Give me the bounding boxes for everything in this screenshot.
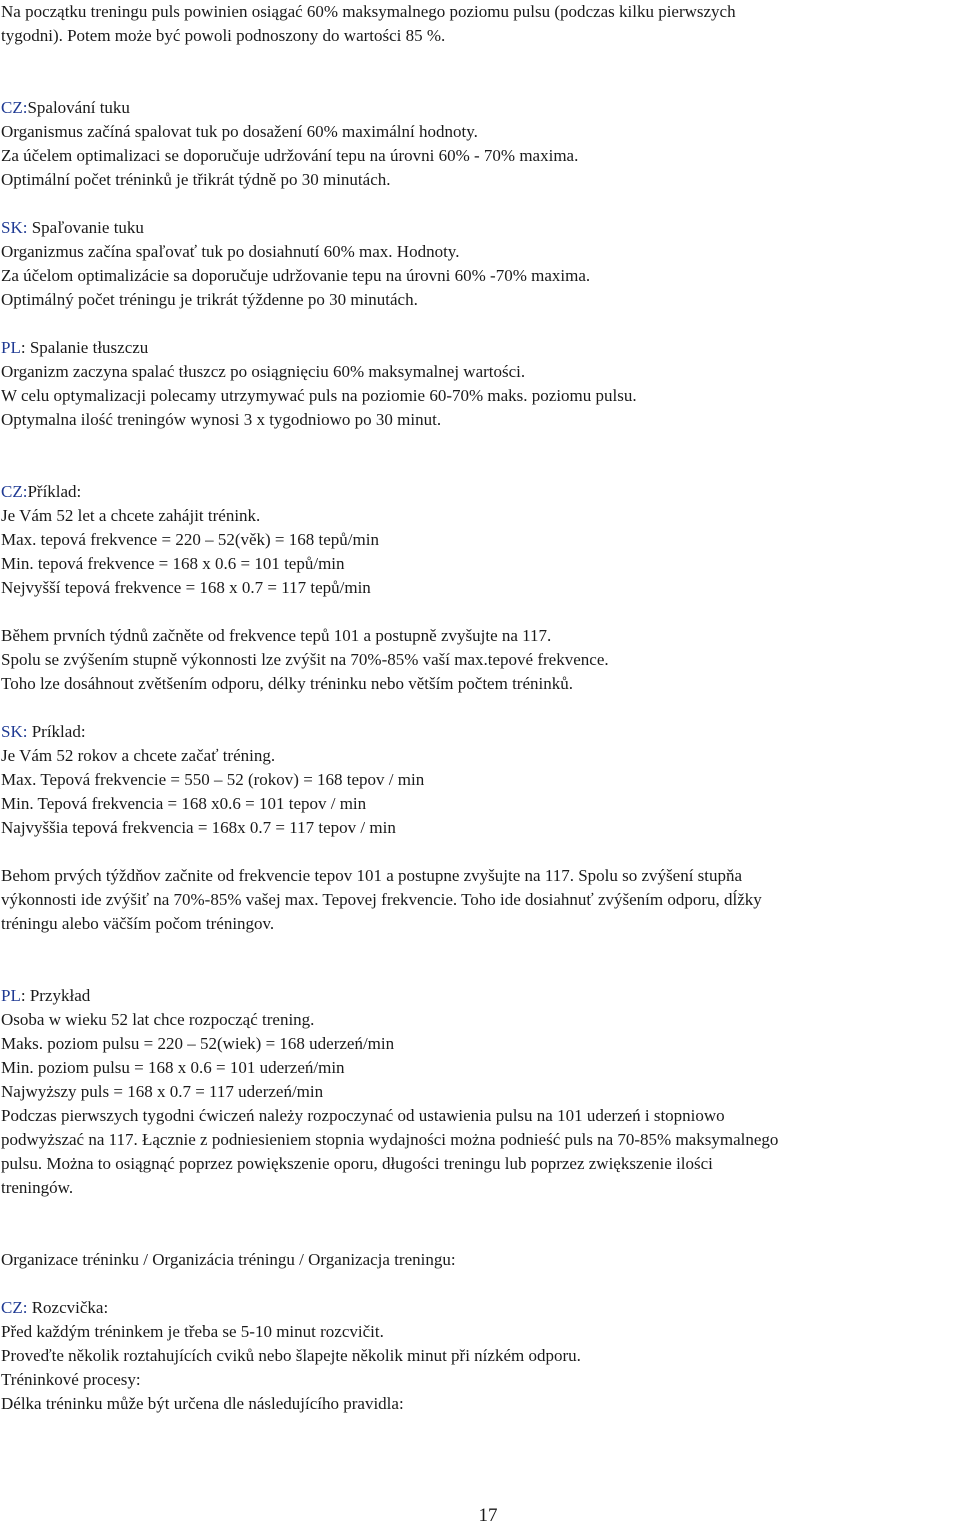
warmup-line-1: Před každým tréninkem je třeba se 5-10 minut rozcvičit.: [1, 1322, 384, 1341]
cz-fat-heading: [1, 96, 130, 120]
cz-example-lang-label: CZ:: [1, 482, 28, 501]
pl-example-line-2: Maks. poziom pulsu = 220 – 52(wiek) = 168 uderzeń/min: [1, 1034, 395, 1053]
pl-example-heading: [1, 984, 90, 1008]
sk-lang-label: SK:: [1, 218, 28, 237]
cz-example-para-1: Během prvních týdnů začněte od frekvence tepů 101 a postupně zvyšujte na 117.: [1, 626, 552, 645]
sk-example-para-3: tréningu alebo väčším počom tréningov.: [1, 914, 275, 933]
sk-fat-title: Spaľovanie tuku: [27, 218, 144, 237]
pl-example-line-8: treningów.: [1, 1178, 74, 1197]
intro-line-1: Na początku treningu puls powinien osiągać 60% maksymalnego poziomu pulsu (podczas kilku pierwszych: [1, 2, 736, 21]
cz-example-heading: [1, 480, 81, 504]
sk-fat-line-1: Organizmus začína spaľovať tuk po dosiahnutí 60% max. Hodnoty.: [1, 242, 460, 261]
cz-example-line-1: Je Vám 52 let a chcete zahájit trénink.: [1, 506, 261, 525]
sk-example-title: Príklad:: [27, 722, 86, 741]
cz-fat-line-2: Za účelem optimalizaci se doporučuje udržování tepu na úrovni 60% - 70% maxima.: [1, 146, 579, 165]
intro-line-2: tygodni). Potem może być powoli podnoszony do wartości 85 %.: [1, 26, 446, 45]
warmup-title: Rozcvička:: [27, 1298, 109, 1317]
pl-example-lang-label: PL: [1, 986, 21, 1005]
pl-fat-line-2: W celu optymalizacji polecamy utrzymywać puls na poziomie 60-70% maks. poziomu pulsu.: [1, 386, 637, 405]
sk-example-heading: [1, 720, 86, 744]
cz-fat-line-3: Optimální počet tréninků je třikrát týdně po 30 minutách.: [1, 170, 391, 189]
pl-example-line-6: podwyższać na 117. Łącznie z podniesieniem stopnia wydajności można podnieść puls na 70-85% maksymalnego: [1, 1130, 779, 1149]
pl-fat-title: : Spalanie tłuszczu: [20, 338, 149, 357]
pl-example-line-5: Podczas pierwszych tygodni ćwiczeń należy rozpoczynać od ustawienia pulsu na 101 uderzeń i stopniowo: [1, 1106, 725, 1125]
pl-fat-line-1: Organizm zaczyna spalać tłuszcz po osiągnięciu 60% maksymalnej wartości.: [1, 362, 526, 381]
sk-fat-line-2: Za účelom optimalizácie sa doporučuje udržovanie tepu na úrovni 60% -70% maxima.: [1, 266, 591, 285]
sk-example-line-4: Najvyššia tepová frekvencia = 168x 0.7 = 117 tepov / min: [1, 818, 396, 837]
cz-example-line-3: Min. tepová frekvence = 168 x 0.6 = 101 tepů/min: [1, 554, 345, 573]
cz-fat-line-1: Organismus začíná spalovat tuk po dosažení 60% maximální hodnoty.: [1, 122, 478, 141]
warmup-heading: [1, 1296, 108, 1320]
pl-example-line-4: Najwyższy puls = 168 x 0.7 = 117 uderzeń/min: [1, 1082, 324, 1101]
cz-example-title: Příklad:: [27, 482, 82, 501]
pl-fat-heading: [1, 336, 148, 360]
cz-fat-title: Spalování tuku: [27, 98, 130, 117]
sk-example-line-1: Je Vám 52 rokov a chcete začať tréning.: [1, 746, 276, 765]
organization-title: Organizace tréninku / Organizácia tréningu / Organizacja treningu:: [1, 1250, 456, 1269]
warmup-line-4: Délka tréninku může být určena dle následujícího pravidla:: [1, 1394, 404, 1413]
sk-example-lang-label: SK:: [1, 722, 28, 741]
cz-example-para-2: Spolu se zvýšením stupně výkonnosti lze zvýšit na 70%-85% vaší max.tepové frekvence.: [1, 650, 609, 669]
warmup-lang-label: CZ:: [1, 1298, 28, 1317]
pl-lang-label: PL: [1, 338, 21, 357]
cz-lang-label: CZ:: [1, 98, 28, 117]
pl-example-line-7: pulsu. Można to osiągnąć poprzez powiększenie oporu, długości treningu lub poprzez zwiększenie ilości: [1, 1154, 713, 1173]
page-number: 17: [478, 1505, 498, 1526]
sk-fat-heading: [1, 216, 144, 240]
cz-example-line-2: Max. tepová frekvence = 220 – 52(věk) = 168 tepů/min: [1, 530, 379, 549]
cz-example-line-4: Nejvyšší tepová frekvence = 168 x 0.7 = 117 tepů/min: [1, 578, 371, 597]
cz-example-para-3: Toho lze dosáhnout zvětšením odporu, délky tréninku nebo větším počtem tréninků.: [1, 674, 573, 693]
sk-example-line-2: Max. Tepová frekvencie = 550 – 52 (rokov) = 168 tepov / min: [1, 770, 425, 789]
sk-example-para-2: výkonnosti ide zvýšiť na 70%-85% vašej max. Tepovej frekvencie. Toho ide dosiahnuť zvýšením odporu, dĺžky: [1, 890, 762, 909]
pl-example-line-1: Osoba w wieku 52 lat chce rozpocząć trening.: [1, 1010, 315, 1029]
sk-fat-line-3: Optimálný počet tréningu je trikrát týždenne po 30 minutách.: [1, 290, 418, 309]
warmup-line-2: Proveďte několik roztahujících cviků nebo šlapejte několik minut při nízkém odporu.: [1, 1346, 581, 1365]
pl-example-title: : Przykład: [20, 986, 91, 1005]
sk-example-line-3: Min. Tepová frekvencia = 168 x0.6 = 101 tepov / min: [1, 794, 367, 813]
pl-fat-line-3: Optymalna ilość treningów wynosi 3 x tygodniowo po 30 minut.: [1, 410, 442, 429]
sk-example-para-1: Behom prvých týždňov začnite od frekvencie tepov 101 a postupne zvyšujte na 117. Spolu so zvýšení stupňa: [1, 866, 743, 885]
warmup-line-3: Tréninkové procesy:: [1, 1370, 141, 1389]
pl-example-line-3: Min. poziom pulsu = 168 x 0.6 = 101 uderzeń/min: [1, 1058, 345, 1077]
